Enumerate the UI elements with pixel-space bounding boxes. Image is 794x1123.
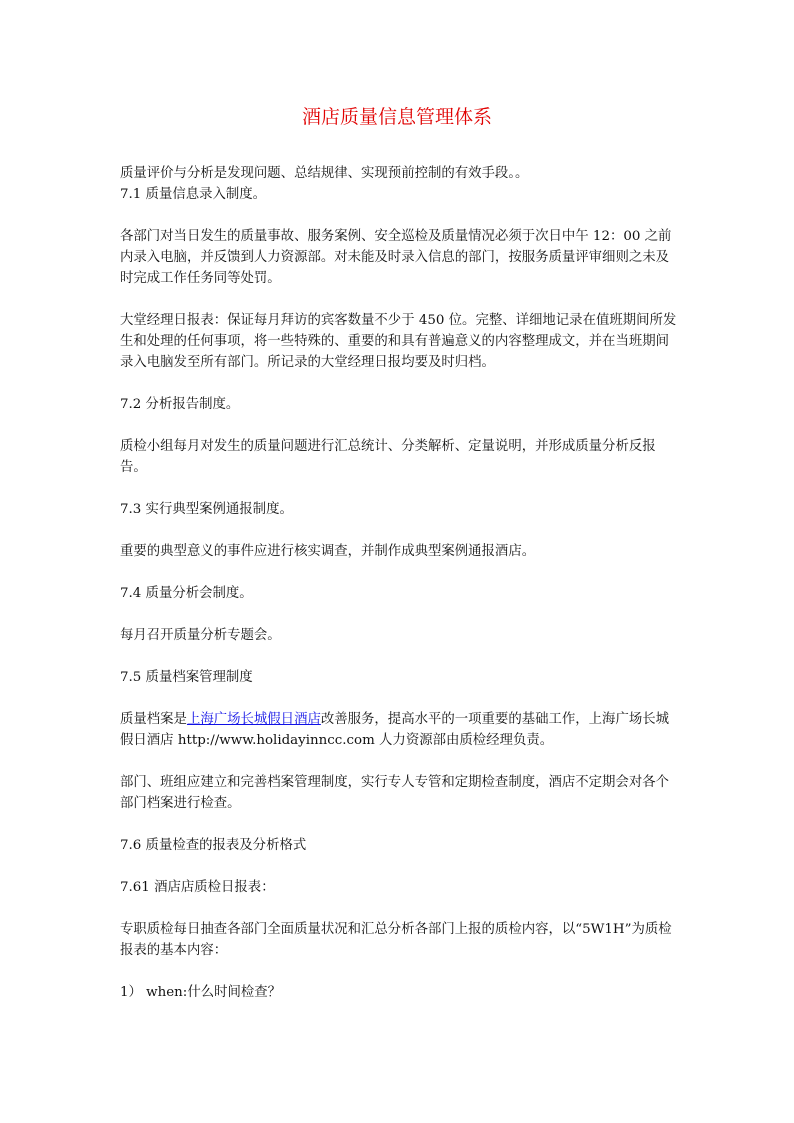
paragraph-7-5-prefix: 质量档案是 [120, 712, 187, 727]
paragraph-7-5-suffix: 改善服务，提高水平的一项重要的基础工作，上海广场长城假日酒店 http://www.holidayinncc.com 人力资源部由质检经理负责。 [120, 712, 670, 748]
paragraph-7-1-body: 各部门对当日发生的质量事故、服务案例、安全巡检及质量情况必须于次日中午 12：00 之前内录入电脑，并反馈到人力资源部。对未能及时录入信息的部门，按服务质量评审细则之未及时完成工作任务同等处罚。 [120, 229, 672, 286]
paragraph-intro: 质量评价与分析是发现问题、总结规律、实现预前控制的有效手段。。 [120, 166, 529, 181]
document-title: 酒店质量信息管理体系 [301, 106, 492, 128]
section-heading-7-3: 7.3 实行典型案例通报制度。 [120, 502, 293, 517]
paragraph-7-3-body: 重要的典型意义的事件应进行核实调查，并制作成典型案例通报酒店。 [120, 544, 536, 559]
section-heading-7-61: 7.61 酒店店质检日报表： [120, 880, 275, 895]
section-heading-7-6: 7.6 质量检查的报表及分析格式 [120, 838, 307, 853]
section-heading-7-5: 7.5 质量档案管理制度 [120, 670, 253, 685]
document-body [120, 163, 680, 1003]
paragraph-archive-rules: 部门、班组应建立和完善档案管理制度，实行专人专管和定期检查制度，酒店不定期会对各个部门档案进行检查。 [120, 775, 670, 811]
list-item-when: 1） when:什么时间检查？ [120, 985, 282, 1000]
section-heading-7-1: 7.1 质量信息录入制度。 [120, 187, 267, 202]
paragraph-7-4-body: 每月召开质量分析专题会。 [120, 628, 281, 643]
paragraph-7-61-body: 专职质检每日抽查各部门全面质量状况和汇总分析各部门上报的质检内容，以“5W1H”为质检报表的基本内容： [120, 922, 672, 958]
paragraph-lobby-report: 大堂经理日报表：保证每月拜访的宾客数量不少于 450 位。完整、详细地记录在值班期间所发生和处理的任何事项，将一些特殊的、重要的和具有普遍意义的内容整理成文，并在当班期间录入电脑发至所有部门。所记录的大堂经理日报均要及时归档。 [120, 313, 677, 370]
section-heading-7-4: 7.4 质量分析会制度。 [120, 586, 253, 601]
hotel-link[interactable]: 上海广场长城假日酒店 [186, 712, 321, 727]
section-heading-7-2: 7.2 分析报告制度。 [120, 397, 240, 412]
paragraph-7-2-body: 质检小组每月对发生的质量问题进行汇总统计、分类解析、定量说明，并形成质量分析反报告。 [120, 439, 656, 475]
paragraph-7-5-body [120, 709, 680, 751]
